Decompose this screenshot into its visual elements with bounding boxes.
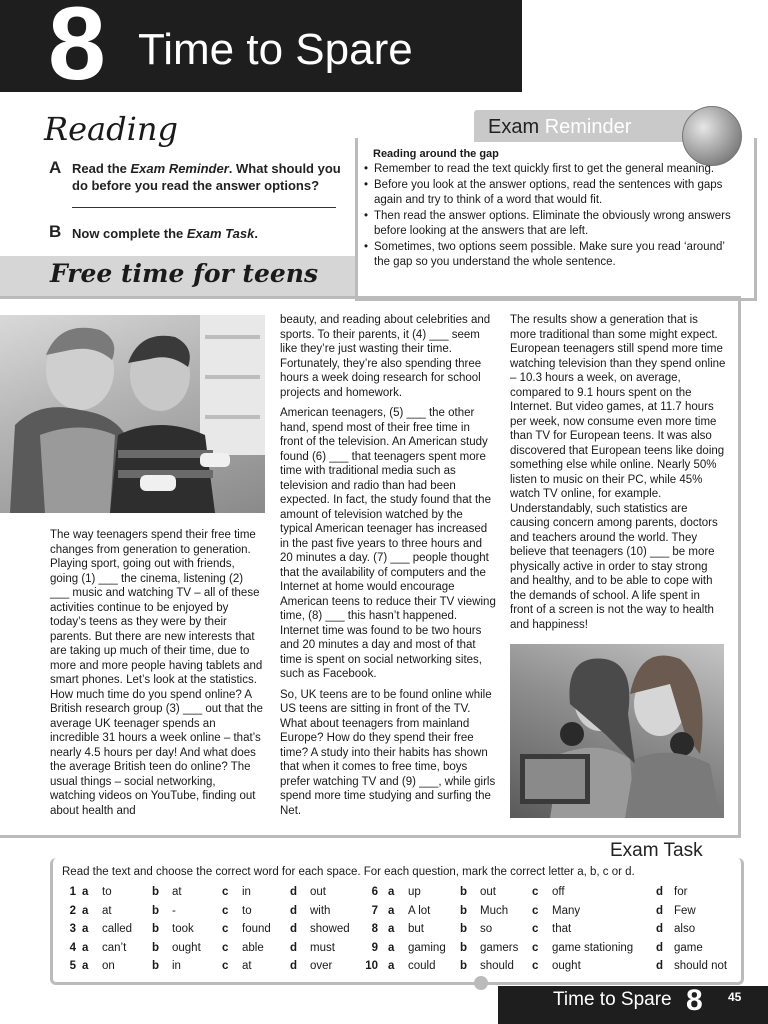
page-number: 45 xyxy=(728,990,742,1004)
option-letter: c xyxy=(222,941,229,954)
option-a[interactable]: gaming xyxy=(408,941,446,954)
option-c[interactable]: in xyxy=(242,886,251,898)
reading-heading: Reading xyxy=(44,110,178,148)
reminder-item: • Remember to read the text quickly first to get the general meaning. xyxy=(374,162,734,177)
option-b[interactable]: out xyxy=(480,886,496,898)
question-number: 3 xyxy=(69,923,76,935)
question-number: 4 xyxy=(69,941,76,954)
decorative-dot xyxy=(474,976,488,990)
option-b[interactable]: took xyxy=(172,923,194,935)
exam-task-title: Exam Task xyxy=(610,840,703,861)
option-letter: b xyxy=(460,960,468,972)
option-a[interactable]: to xyxy=(102,886,112,898)
option-letter: c xyxy=(532,886,539,898)
option-letter: d xyxy=(290,904,298,917)
footer-title: Time to Spare xyxy=(553,989,672,1010)
option-b[interactable]: ought xyxy=(172,941,201,954)
option-letter: a xyxy=(82,904,89,917)
option-letter: a xyxy=(82,923,89,935)
option-d[interactable]: should not xyxy=(674,960,728,972)
question-number: 2 xyxy=(69,904,76,917)
option-letter: a xyxy=(388,904,395,917)
option-d[interactable]: showed xyxy=(310,923,350,935)
article-title: Free time for teens xyxy=(50,259,319,288)
exam-task-instruction: Read the text and choose the correct word for each space. For each question, mark the correct letter a, b, c or d. xyxy=(62,866,635,878)
question-row xyxy=(364,902,744,920)
option-d[interactable]: Few xyxy=(674,904,696,917)
article-paragraph: So, UK teens are to be found online while US teens are sitting in front of the TV. What about teenagers from mainland Europe? How do they spend their free time? A study into their habits has shown that when it comes to free time, boys prefer watching TV and (9) ___, while girls spend more time studying and surfing the Net. xyxy=(280,688,496,817)
article-column-3 xyxy=(510,313,726,638)
option-c[interactable]: ought xyxy=(552,960,581,972)
question-number: 1 xyxy=(69,886,76,898)
option-a[interactable]: up xyxy=(408,886,421,898)
option-letter: b xyxy=(460,941,468,954)
option-letter: d xyxy=(656,886,664,898)
option-d[interactable]: for xyxy=(674,886,688,898)
option-letter: d xyxy=(656,923,664,935)
option-letter: d xyxy=(290,941,298,954)
option-d[interactable]: game xyxy=(674,941,703,954)
reminder-item: • Then read the answer options. Eliminate the obviously wrong answers before looking at the answers that are left. xyxy=(374,209,734,239)
option-a[interactable]: called xyxy=(102,923,133,935)
exam-reminder-title: Exam Reminder xyxy=(488,116,632,138)
question-row xyxy=(364,939,744,957)
option-c[interactable]: game stationing xyxy=(552,941,634,954)
option-d[interactable]: must xyxy=(310,941,335,954)
option-letter: d xyxy=(290,886,298,898)
option-b[interactable]: at xyxy=(172,886,182,898)
unit-title: Time to Spare xyxy=(138,25,413,74)
option-c[interactable]: able xyxy=(242,941,264,954)
option-letter: d xyxy=(290,960,298,972)
footer-unit-number: 8 xyxy=(686,984,703,1017)
unit-number: 8 xyxy=(48,0,106,102)
option-b[interactable]: - xyxy=(172,904,176,917)
option-letter: a xyxy=(388,960,395,972)
option-letter: d xyxy=(656,960,664,972)
option-letter: a xyxy=(388,941,395,954)
option-letter: d xyxy=(656,904,664,917)
option-letter: a xyxy=(388,923,395,935)
ball-icon xyxy=(682,106,742,166)
option-letter: d xyxy=(656,941,664,954)
question-number: 10 xyxy=(365,960,378,972)
article-column-1 xyxy=(50,528,264,824)
option-letter: b xyxy=(152,886,160,898)
option-letter: b xyxy=(152,904,160,917)
option-letter: b xyxy=(152,923,160,935)
question-row xyxy=(364,883,744,901)
option-b[interactable]: should xyxy=(480,960,514,972)
option-c[interactable]: off xyxy=(552,886,565,898)
option-c[interactable]: Many xyxy=(552,904,581,917)
option-a[interactable]: could xyxy=(408,960,436,972)
question-a-text: Read the Exam Reminder. What should you do before you read the answer options? xyxy=(72,161,341,193)
option-letter: b xyxy=(460,923,468,935)
option-letter: a xyxy=(82,960,89,972)
exam-reminder-heading: Reading around the gap xyxy=(373,148,499,160)
answer-line[interactable] xyxy=(72,207,336,208)
option-letter: b xyxy=(152,941,160,954)
question-a-letter: A xyxy=(49,158,62,177)
option-a[interactable]: on xyxy=(102,960,115,972)
question-b-text: Now complete the Exam Task. xyxy=(72,226,258,241)
option-letter: c xyxy=(532,904,539,917)
question-number: 9 xyxy=(371,941,378,954)
question-b-letter: B xyxy=(49,222,62,241)
option-letter: b xyxy=(152,960,160,972)
option-letter: c xyxy=(222,960,229,972)
option-a[interactable]: but xyxy=(408,923,424,935)
option-a[interactable]: A lot xyxy=(408,904,431,917)
option-d[interactable]: out xyxy=(310,886,326,898)
option-letter: c xyxy=(532,941,539,954)
girls-laptop-photo xyxy=(510,644,724,818)
article-paragraph: beauty, and reading about celebrities and sports. To their parents, it (4) ___ seem like they’re just wasting their time. Fortunately, they’re also spending three hours a week doing research for school projects and homework. xyxy=(280,314,491,399)
option-a[interactable]: can’t xyxy=(102,941,127,954)
option-letter: b xyxy=(460,904,468,917)
article-paragraph: American teenagers, (5) ___ the other hand, spend most of their free time in front of the television. An American study found (6) ___ that teenagers spent more time with traditional media such as television and radio than had been expected. In fact, the study found that the amount of television watched by the typical American teenager has increased in the past five years to three hours and 20 minutes a day. (7) ___ people thought that the availability of computers and the Internet at home would encourage American teens to reduce their TV viewing time, (8) ___ this hasn’t happened. Internet time was found to be two hours and 20 minutes a day and most of that time is spent on social networking sites, such as Facebook. xyxy=(280,407,496,680)
option-d[interactable]: also xyxy=(674,923,696,935)
option-d[interactable]: over xyxy=(310,960,333,972)
question-row xyxy=(364,920,744,938)
article-paragraph: The results show a generation that is more traditional than some might expect. European teenagers still spend more time watching television than they spend online – 10.3 hours a week, on average, compared to 9.1 hours spent on the Internet. But video games, at 11.7 hours per week, now consume even more time than TV for European teens. It was also discovered that European teens like doing something else while online. Nearly 50% listen to music on their PC, while 45% watch TV online, for example. Understandably, such statistics are causing concern among parents, doctors and teachers around the world. They believe that teenagers (10) ___ be more physically active in order to stay strong and healthy, and to be able to cope with the demands of school. A life spent in front of a screen is not the way to health and happiness! xyxy=(510,314,726,631)
option-letter: d xyxy=(290,923,298,935)
article-column-2 xyxy=(280,313,496,824)
option-c[interactable]: at xyxy=(242,960,252,972)
option-letter: c xyxy=(222,923,229,935)
option-b[interactable]: gamers xyxy=(480,941,519,954)
question-row xyxy=(364,957,744,975)
option-letter: a xyxy=(82,886,89,898)
option-c[interactable]: to xyxy=(242,904,252,917)
option-b[interactable]: so xyxy=(480,923,493,935)
option-letter: b xyxy=(460,886,468,898)
question-number: 8 xyxy=(371,923,378,935)
option-letter: c xyxy=(222,904,229,917)
option-b[interactable]: in xyxy=(172,960,181,972)
reminder-item: • Before you look at the answer options, read the sentences with gaps again and try to think of a word that would fit. xyxy=(374,178,734,208)
question-number: 7 xyxy=(371,904,378,917)
option-letter: c xyxy=(532,923,539,935)
reminder-item: • Sometimes, two options seem possible. Make sure you read ‘around’ the gap so you understand the whole sentence. xyxy=(374,240,734,270)
option-letter: a xyxy=(82,941,89,954)
teens-gaming-photo xyxy=(0,315,265,513)
option-letter: c xyxy=(532,960,539,972)
option-c[interactable]: that xyxy=(552,923,572,935)
option-letter: c xyxy=(222,886,229,898)
option-b[interactable]: Much xyxy=(480,904,509,917)
option-a[interactable]: at xyxy=(102,904,112,917)
exam-reminder-list xyxy=(362,162,734,271)
question-number: 6 xyxy=(371,886,378,898)
question-number: 5 xyxy=(69,960,76,972)
option-letter: a xyxy=(388,886,395,898)
option-c[interactable]: found xyxy=(242,923,271,935)
article-paragraph: The way teenagers spend their free time changes from generation to generation. Playing sport, going out with friends, going (1) ___ the cinema, listening (2) ___ music and watching TV – all of these activities continue to be enjoyed by today’s teens as they were by their parents. But there are new interests that are taking up much of their time, due to more and more people having tablets and smart phones. Let’s look at the statistics. How much time do you spend online? A British research group (3) ___ out that the average UK teenager spends an incredible 31 hours a week online – that’s nearly 4.5 hours per day! And what does the average British teen do online? The usual things – social networking, watching videos on YouTube, finding out about health and xyxy=(50,529,263,817)
option-d[interactable]: with xyxy=(310,904,331,917)
